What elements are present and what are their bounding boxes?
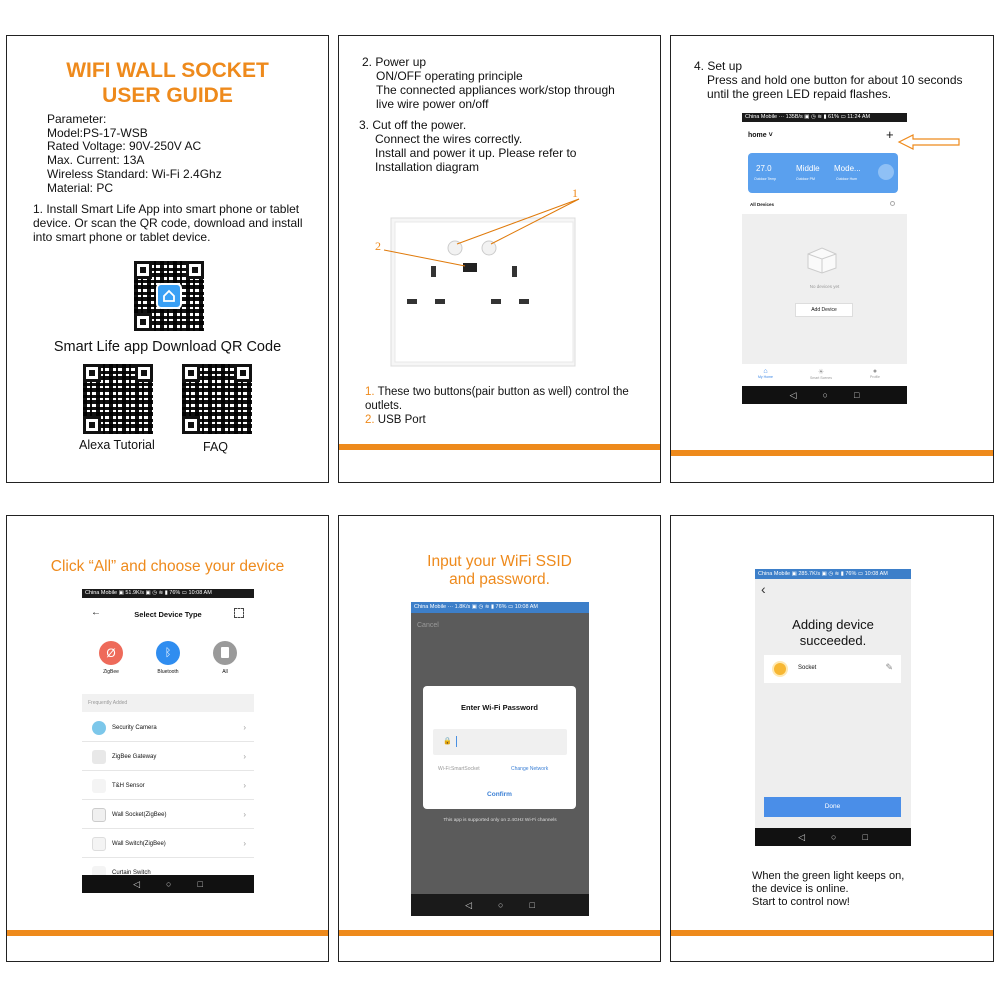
chevron-right-icon: ›	[243, 723, 246, 732]
nav-back-icon[interactable]: ◁	[133, 878, 141, 889]
step-4-title: 4. Set up	[694, 59, 743, 73]
weather-card: 27.0 Outdoor Temp Middle Outdoor PM Mode... Outdoor Hum	[748, 153, 898, 193]
panel-success	[670, 515, 994, 962]
sensor-icon	[92, 779, 106, 793]
android-nav-bar	[742, 386, 907, 404]
nav-back-icon[interactable]: ◁	[465, 899, 473, 910]
back-chevron-icon[interactable]: ‹	[761, 581, 766, 597]
success-title: Adding device succeeded.	[792, 617, 874, 648]
home-icon: ⌂	[763, 368, 768, 375]
phone-home-screen	[742, 113, 907, 404]
nav-recent-icon[interactable]: □	[862, 832, 868, 842]
socket-icon	[92, 808, 106, 822]
settings-icon[interactable]	[890, 201, 895, 206]
panel-wifi-password	[338, 515, 661, 962]
dialog-title: Enter Wi-Fi Password	[460, 703, 539, 712]
scan-icon[interactable]	[234, 608, 244, 618]
device-card[interactable]: Socket ✎	[764, 655, 901, 683]
status-bar: China Mobile ··· 135B/s ▣ ◷ ≋ ▮ 61% ▭ 11:24 AM	[742, 113, 907, 122]
smart-life-qr-code	[134, 261, 204, 331]
nav-home-icon[interactable]: ○	[166, 879, 172, 889]
android-nav-bar	[755, 828, 911, 846]
note-2: 2. USB Port	[365, 414, 426, 426]
add-device-button[interactable]: Add Device	[795, 303, 853, 317]
gateway-icon	[92, 750, 106, 764]
add-plus-button[interactable]: +	[886, 127, 894, 142]
panel-choose-device	[6, 515, 329, 962]
back-arrow-icon[interactable]: ←	[91, 607, 101, 618]
orange-band-top-1	[339, 444, 660, 450]
list-item-wall-switch[interactable]: Wall Switch(ZigBee) ›	[82, 830, 254, 858]
status-bar: China Mobile ▣ 51.9K/s ▣ ◷ ≋ ▮ 76% ▭ 10:08 AM	[82, 589, 254, 598]
panel-power-up	[338, 35, 661, 483]
chevron-right-icon: ›	[243, 839, 246, 848]
phone-wifi-dialog	[411, 602, 589, 916]
channel-note: This app is supported only on 2.4GHz Wi-Fi channels	[443, 818, 557, 823]
android-nav-bar	[82, 875, 254, 893]
confirm-button[interactable]: Confirm	[487, 791, 512, 798]
phone-adding-succeeded	[755, 569, 911, 846]
status-bar: China Mobile ··· 1.8K/s ▣ ◷ ≋ ▮ 76% ▭ 10:08 AM	[411, 602, 589, 613]
empty-box-icon	[804, 244, 840, 274]
status-bar: China Mobile ▣ 285.7K/s ▣ ◷ ≋ ▮ 76% ▭ 10:08 AM	[755, 569, 911, 579]
choose-device-heading: Click “All” and choose your device	[50, 558, 285, 575]
orange-band-bottom-2	[339, 930, 660, 936]
online-footer-text: When the green light keeps on, the device is online. Start to control now!	[752, 870, 905, 908]
frequently-added-header: Frequently Added	[82, 694, 254, 712]
list-item-curtain-switch[interactable]: Curtain Switch	[82, 859, 254, 887]
chevron-right-icon: ›	[243, 781, 246, 790]
nav-recent-icon[interactable]: □	[853, 390, 860, 400]
bottom-tabs	[742, 364, 907, 386]
wifi-ssid: Wi-Fi:SmartSocket	[438, 766, 480, 772]
socket-device-icon	[774, 663, 786, 675]
profile-icon: ●	[872, 368, 878, 375]
pointer-arrow-icon	[897, 133, 961, 151]
mic-icon[interactable]	[878, 164, 894, 180]
phone-select-device	[82, 589, 254, 893]
nav-home-icon[interactable]: ○	[831, 832, 837, 842]
list-item-wall-socket[interactable]: Wall Socket(ZigBee) ›	[82, 801, 254, 829]
step-2-block: 2. Power up ON/OFF operating principle The connected appliances work/stop through live wire power on/off	[362, 55, 615, 111]
chevron-right-icon: ›	[243, 810, 246, 819]
cancel-link[interactable]: Cancel	[417, 622, 439, 629]
device-area: No devices yet Add Device	[742, 214, 907, 364]
panel-set-up	[670, 35, 994, 483]
faq-qr-code	[182, 364, 252, 434]
qr-caption: Smart Life app Download QR Code	[53, 339, 282, 355]
alexa-caption: Alexa Tutorial	[79, 438, 155, 452]
sun-icon: ☀	[817, 369, 825, 376]
step-1-text: 1. Install Smart Life App into smart phone or tablet device. Or scan the QR code, download and install into smart phone or tablet device.	[33, 202, 303, 244]
wifi-password-dialog	[423, 686, 576, 809]
orange-band-bottom-1	[7, 930, 328, 936]
wall-socket-illustration	[379, 186, 639, 376]
callout-1: 1	[572, 186, 578, 200]
android-nav-bar	[411, 894, 589, 916]
nav-back-icon[interactable]: ◁	[789, 389, 797, 400]
nav-back-icon[interactable]: ◁	[798, 831, 806, 842]
panel-user-guide	[6, 35, 329, 483]
step-3-block: 3. Cut off the power. Connect the wires correctly. Install and power it up. Please refer to Installation diagram	[359, 118, 577, 174]
list-item-zigbee-gateway[interactable]: ZigBee Gateway ›	[82, 743, 254, 771]
smart-life-logo-icon	[156, 283, 182, 309]
password-input[interactable]	[433, 729, 567, 755]
orange-band-top-2	[671, 450, 993, 456]
faq-caption: FAQ	[203, 440, 229, 454]
all-devices-icon	[213, 641, 237, 665]
bluetooth-icon: ᛒ	[156, 641, 180, 665]
category-all[interactable]: All	[210, 641, 240, 675]
done-button[interactable]: Done	[764, 797, 901, 817]
nav-recent-icon[interactable]: □	[529, 900, 535, 910]
camera-icon	[92, 721, 106, 735]
zigbee-icon: Ø	[99, 641, 123, 665]
home-selector[interactable]: home ˅	[748, 132, 773, 139]
step-4-text: Press and hold one button for about 10 seconds until the green LED repaid flashes.	[707, 73, 963, 101]
nav-home-icon[interactable]: ○	[822, 390, 828, 400]
orange-band-bottom-3	[671, 930, 993, 936]
list-item-security-camera[interactable]: Security Camera ›	[82, 714, 254, 742]
chevron-right-icon: ›	[243, 752, 246, 761]
category-zigbee[interactable]: Ø ZigBee	[96, 641, 126, 675]
lock-icon: 🔒	[443, 738, 452, 745]
switch-icon	[92, 837, 106, 851]
edit-pencil-icon[interactable]: ✎	[885, 662, 893, 672]
nav-home-icon[interactable]: ○	[498, 900, 504, 910]
callout-2: 2	[375, 239, 381, 253]
alexa-qr-code	[83, 364, 153, 434]
tab-profile[interactable]: ● Profile	[870, 368, 880, 379]
select-device-title: Select Device Type	[134, 610, 202, 619]
tab-smart-scenes[interactable]: ☀ Smart Scenes	[810, 369, 832, 380]
change-network-link[interactable]: Change Network	[511, 766, 549, 772]
tab-my-home[interactable]: ⌂ My Home	[758, 368, 773, 379]
guide-title: WIFI WALL SOCKET USER GUIDE	[66, 59, 269, 107]
nav-recent-icon[interactable]: □	[197, 879, 203, 889]
list-item-th-sensor[interactable]: T&H Sensor ›	[82, 772, 254, 800]
parameter-list: Parameter: Model:PS-17-WSB Rated Voltage: 90V-250V AC Max. Current: 13A Wireless Standard: Wi-Fi 2.4Ghz Material: PC	[47, 112, 222, 195]
wifi-heading: Input your WiFi SSID and password.	[427, 553, 572, 588]
all-devices-tab[interactable]: All Devices	[750, 202, 775, 207]
note-1: 1. These two buttons(pair button as well) control the outlets.	[365, 386, 629, 412]
category-bluetooth[interactable]: ᛒ Bluetooth	[151, 641, 185, 675]
